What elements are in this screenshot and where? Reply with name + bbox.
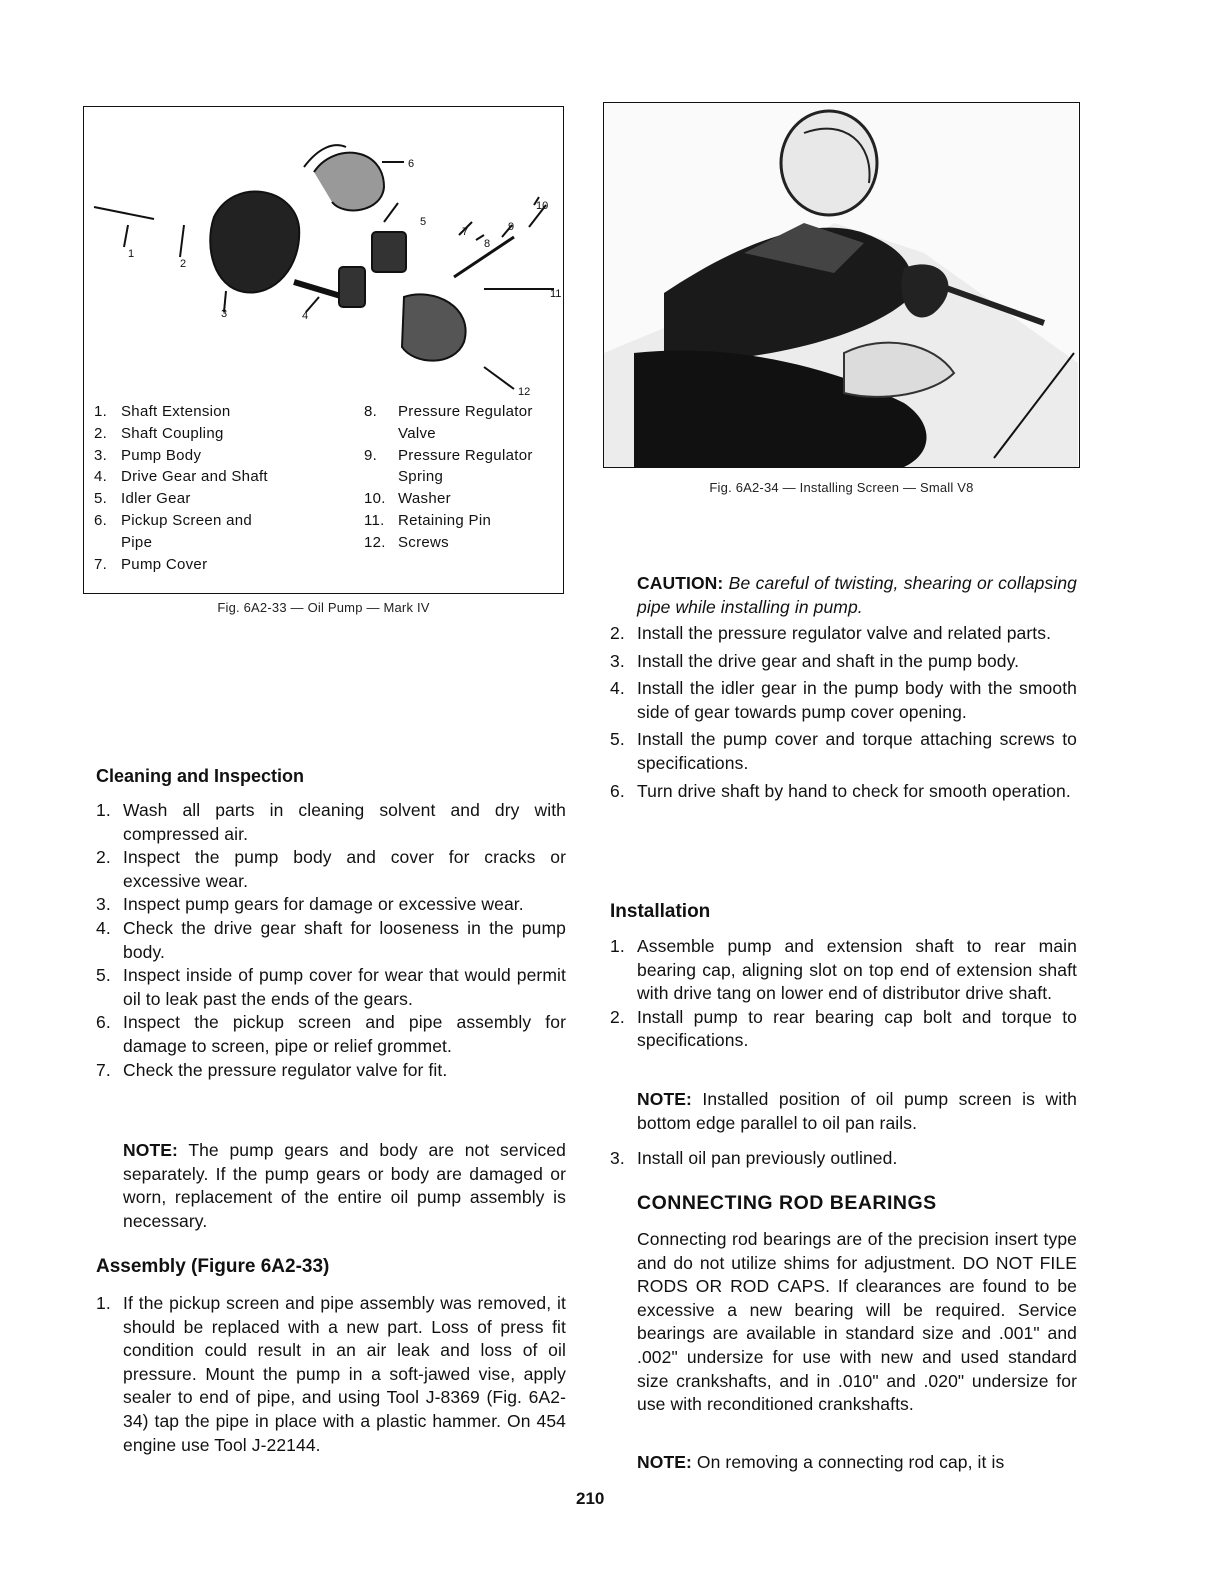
legend-right: [364, 401, 564, 554]
legend-item: 1. Shaft Extension: [94, 403, 231, 420]
rod-bearings-paragraph: Connecting rod bearings are of the precision insert type and do not utilize shims for adjustment. DO NOT FILE RODS OR ROD CAPS. If clearances are found to be excessive a new bearing will be required. Service bearings are available in standard size and .001" and .002" undersize for use with new and used standard size crankshafts, and in .010" and .020" undersize for use with reconditioned crankshafts.: [637, 1229, 1077, 1415]
callout-12: 12: [518, 386, 531, 398]
assembly-list-continued: [610, 622, 1077, 803]
list-item: 6. Turn drive shaft by hand to check for smooth operation.: [610, 780, 1071, 801]
page-number: 210: [576, 1489, 605, 1508]
figure-caption: Fig. 6A2-34 — Installing Screen — Small V8: [709, 480, 974, 495]
legend-item: 7. Pump Cover: [94, 555, 208, 573]
note-text: The pump gears and body are not serviced separately. If the pump gears or body are damaged or worn, replacement of the entire oil pump assembly is necessary.: [123, 1140, 566, 1231]
legend-item: 6. Pickup Screen and: [94, 511, 253, 529]
installation-note: [637, 1088, 1077, 1135]
section-heading: CONNECTING ROD BEARINGS: [637, 1192, 937, 1214]
list-item: 7. Check the pressure regulator valve for fit.: [96, 1059, 448, 1080]
callout-2: 2: [180, 258, 187, 270]
installing-screen-photo: [604, 103, 1078, 467]
note-text: On removing a connecting rod cap, it is: [691, 1452, 1005, 1472]
note-label: NOTE:: [123, 1140, 178, 1160]
rod-note: [637, 1451, 1077, 1475]
figure-oil-pump: [83, 106, 564, 594]
section-heading: Cleaning and Inspection: [96, 766, 305, 786]
installation-list-continued: [610, 1147, 1077, 1171]
callout-11: 11: [550, 288, 562, 300]
legend-item: 10. Washer: [364, 490, 451, 508]
list-item: 5. Install the pump cover and torque attaching screws to specifications.: [610, 729, 1077, 773]
section-heading: Assembly (Figure 6A2-33): [96, 1256, 330, 1277]
legend-item: 4. Drive Gear and Shaft: [94, 468, 268, 486]
installation-list: [610, 935, 1077, 1053]
cleaning-list: [96, 799, 566, 1082]
legend-item: 11. Retaining Pin: [364, 511, 492, 529]
legend-item: 5. Idler Gear: [94, 490, 191, 508]
list-item: 1. Assemble pump and extension shaft to rear main bearing cap, aligning slot on top end of extension shaft with drive tang on lower end of distributor drive shaft.: [610, 936, 1077, 1004]
shaft-extension-drawing: [94, 207, 154, 219]
list-item: 2. Install pump to rear bearing cap bolt and torque to specifications.: [610, 1006, 1077, 1051]
callout-7: 7: [462, 226, 469, 238]
note-label: NOTE:: [637, 1452, 692, 1472]
list-item: 5. Inspect inside of pump cover for wear that would permit oil to leak past the ends of the gears.: [96, 965, 566, 1009]
oil-pump-illustration: [84, 107, 562, 407]
legend-item: Valve: [398, 424, 436, 442]
figure-caption: Fig. 6A2-33 — Oil Pump — Mark IV: [217, 600, 430, 615]
note-label: NOTE:: [637, 1089, 692, 1109]
cleaning-note: [123, 1139, 566, 1233]
legend-item: 9. Pressure Regulator: [364, 446, 533, 464]
legend-item: 2. Shaft Coupling: [94, 424, 224, 442]
list-item: 1. If the pickup screen and pipe assembly was removed, it should be replaced with a new part. Loss of press fit condition could result in an air leak and loss of oil pressure. Mount the pump in a soft-jawed vise, apply sealer to end of pipe, and using Tool J-8369 (Fig. 6A2-34) tap the pipe in place with a plastic hammer. On 454 engine use Tool J-22144.: [96, 1293, 566, 1455]
figure-installing-screen: [603, 102, 1080, 468]
callout-9: 9: [508, 221, 515, 233]
legend-item: Pipe: [121, 533, 153, 551]
section-heading: Installation: [610, 901, 711, 922]
list-item: 4. Check the drive gear shaft for looseness in the pump body.: [96, 917, 566, 962]
callout-5: 5: [420, 216, 427, 228]
list-item: 6. Inspect the pickup screen and pipe assembly for damage to screen, pipe or relief grommet.: [96, 1012, 566, 1056]
list-item: 3. Inspect pump gears for damage or excessive wear.: [96, 894, 524, 915]
list-item: 3. Install the drive gear and shaft in the pump body.: [610, 650, 1020, 671]
caution-note: [637, 572, 1077, 619]
legend-item: Spring: [398, 468, 444, 486]
note-text: Installed position of oil pump screen is with bottom edge parallel to oil pan rails.: [637, 1089, 1077, 1133]
legend-item: 8. Pressure Regulator: [364, 403, 533, 420]
legend-item: 3. Pump Body: [94, 446, 202, 464]
callout-4: 4: [302, 310, 309, 322]
list-item: 2. Install the pressure regulator valve and related parts.: [610, 623, 1052, 643]
callout-3: 3: [221, 308, 228, 320]
callout-8: 8: [484, 238, 491, 250]
list-item: 4. Install the idler gear in the pump body with the smooth side of gear towards pump cover opening.: [610, 678, 1077, 722]
caution-text: Be careful of twisting, shearing or collapsing pipe while installing in pump.: [637, 573, 1077, 617]
list-item: 3. Install oil pan previously outlined.: [610, 1148, 898, 1168]
list-item: 2. Inspect the pump body and cover for cracks or excessive wear.: [96, 847, 566, 891]
legend-left: [94, 401, 354, 575]
callout-10: 10: [536, 200, 549, 212]
callout-1: 1: [128, 248, 135, 260]
callout-6: 6: [408, 158, 415, 170]
caution-label: CAUTION:: [637, 573, 724, 593]
assembly-list: [96, 1292, 566, 1457]
list-item: 1. Wash all parts in cleaning solvent and dry with compressed air.: [96, 800, 566, 844]
legend-item: 12. Screws: [364, 533, 449, 551]
